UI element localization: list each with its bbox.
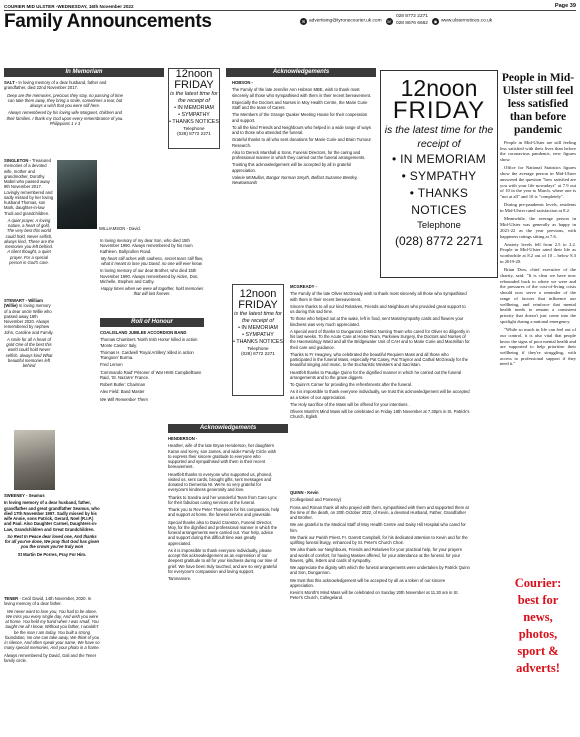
- notice-sweeney: SWEENEY - Seamus In loving memory of a dear husband, father, grandfather and great grandfather Seamus, who died 17th November 1997. Sadly missed by his wife Annie, sons Patrick, Gerard, Noel (R.I.P.) and Paul. Also Daughter Carmel, Daughters-in-Law, Grandchildren and Great Grandchildren. So Rest In Peace dear loved one, And thanks for all you've done, We pray that God has given you the crown you've truly won St Martin De Porres, Pray For Him.: [4, 493, 100, 557]
- notice-stewart: STEWART - William (Willie) In loving memory of a dear uncle Willie who passed away 19th November 2020. Always remembered by nephew John, Caroline and Family. A smile for all A heart of gold One of the best this world could hold Never selfish, always kind What beautiful memories left behind: [4, 298, 54, 368]
- notice-henderson: HENDERSON - Heather, wife of the late Bryan Henderson, her daughters Karan and Kerry, son James, and wider Family Circle wish to express their sincere gratitude to everyone who supported and sympathised with them in their recent bereavement. Heartfelt thanks to everyone who supported us, phoned, visited us, sent cards, brought gifts, sent messages and donated to Dementia NI. We're so very grateful for everyone's kindness generosity and love. Thanks to Sandra and her wonderful Team from Care Lynx for their fabulous caring services at the funeral. Thank you to Rev Peter Thompson for his compassion, help and support at home, the funeral service and graveside. Special thanks also to David Cranston, Funeral Director, Moy, for the dignified and professional manner in which the funeral arrangements were carried out. Your help, advice and support during this difficult time was greatly appreciated. As it is impossible to thank everyone individually, please accept this acknowledgement as an expression of our deepest gratitude to all for your kindness during our time of grief. We have been truly touched, and are so very grateful for everyone's compassion and loving support. Tamnamore.: [168, 436, 280, 581]
- news-story: People in Mid-Ulster still feel less satisfied than before pandemic People in Mid-Ulster are still feeling less satisfied with their lives than before the coronavirus pandemic, new figures show. Office for National Statistics figures show the average person in Mid-Ulster answered the question "how satisfied are you with your life nowadays" at 7.9 out of 10 in the year to March, where one is "not at all" and 10 is "completely". During pre-pandemic levels, residents in Mid-Ulster rated satisfaction at 8.2. Meanwhile, the average person in Mid-Ulster was generally as happy in 2021-22 as the year previous, with happiness ratings sitting at 7.6. Anxiety levels fell from 2.5 to 2.2. People in Mid-Ulster rated their life as worthwhile at 8.2 out of 10 – below 8.3 in 2019-20. Brian Dow, chief executive of the charity, said: "It is clear we have now rebounded back to where we were and the pressures of the cost-of-living crisis should now serve a reminder of the range of factors that influence our wellbeing, and reinforce that mental health needs to remain a consistent priority that doesn't just come into the spotlight during a national emergency. "While so much in life can feel out of our control, it is also vital that people know the signs of poor mental health and are supported to help prioritise their wellbeing if they're struggling, with access to professional support if they need it.": [500, 72, 576, 367]
- phone-primary: 028 8772 2271: [395, 14, 428, 19]
- notice-quinn: QUINN - Kevin (Collegeland and Pomeroy) Fiona and Ronan thank all who prayed with them, sympathised with them and supported them at the time of the death, on 20th October 2022, of Kevin, a devoted Husband, Father, Grandfather and Brother. We are grateful to the Medical Staff of Moy Health Centre and Daisy Hill Hospital who cared for him. We thank our Parish Priest, Fr. Garrett Campbell, for his dedicated attention to Kevin and for the uplifting funeral liturgy, enhanced by St. Peter's Church Choir. We also thank our Neighbours, Friends and Relatives for your practical help, for your prayers and words of comfort, for having Masses offered, for your attendance at the funeral, for your flowers, gifts, letters and cards of sympathy. We appreciate the dignity with which the funeral arrangements were undertaken by Patrick Quinn and Son, Dungannon. We trust that this acknowledgement will be accepted by all as a token of our sincere appreciation. Kevin's Month's Mind Mass will be celebrated on Sunday 20th November at 11.30 am in St. Peter's Church, Collegeland.: [290, 490, 470, 601]
- web-icon: ◉: [433, 18, 438, 24]
- courier-promo: Courier: best for news, photos, sport & adverts!: [514, 576, 562, 675]
- page-number: Page 39: [554, 3, 576, 9]
- photo-david-williamson: [57, 160, 97, 229]
- notice-mcgready: MCGREADY - The Family of the late Oliver McGready wish to thank most sincerely all those who sympathised with them in their recent bereavement. Sincere thanks to all our kind Relatives, Friends and Neighbours who provided great support to us during this sad time. To those who helped out at the wake, left in food, sent Mass/sympathy cards and flowers your kindness was very much appreciated. A special word of thanks to Dungannon District Nursing Team who cared for Oliver so diligently in his last weeks. To the Acute Care at Home Team, Parkview Surgery, the Doctors and Nurses of the Haematology Ward and all the Bridgewater Unit of CAH and to Marie Curie and Macmillan for their care and guidance. Thanks to Fr Heagney, who celebrated the beautiful Requiem Mass and all those who participated in the funeral Mass, especially Pat Casey, Pat Traynor and Cathal McGready for the beautiful singing and music, to the Eucharistic Ministers and Sacristan. Heartfelt thanks to Paudge Quinn for the dignified manner in which he carried out the funeral arrangements and to the grave diggers. To Quinn's Corner for providing the refreshments after the funeral. As it is impossible to thank everyone individually, we trust this acknowledgement will be accepted as a token of our appreciation. The Holy sacrifice of the Mass will be offered for your intentions . Olivers Month's Mind Mass will be celebrated on Friday 18th November at 7.30pm in St. Patrick's Church, Eglish.: [290, 284, 470, 420]
- section-title: Family Announcements: [4, 11, 212, 32]
- masthead-bar: [4, 2, 576, 11]
- notice-salt: SALT - In loving memory of a dear husband, father and grandfather, died 22nd November 2017. Deep are the memories, precious they stay, no passing of time can take them away, they bring a smile, sometimes a tear, but always a wish that you were still here. Always remembered by his loving wife Margaret, children and their families. I thank my God upon every remembrance of you. Philippians 1 v 3: [4, 80, 124, 126]
- in-memoriam-header: In Memoriam: [4, 68, 164, 77]
- notice-williamson: In loving memory of my dear Son, who died 15th November 1990. Always remembered by his mum Kathleen. Ballycullen Road. My heart still aches with sadness, secret tears still flow, what it meant to lose you David, no one will ever know. In loving memory of our dear Brother, who died 15th November 1990. Always remembered by Aiden, Don, Michelle, Stephen and Cathy. Happy times when we were all together, hold memories that will last forever.: [100, 238, 204, 297]
- news-headline: People in Mid-Ulster still feel less satisfied than before pandemic: [501, 72, 575, 136]
- notice-tener: TENER - Cecil David, 14th November, 2020. In loving memory of a dear father. We never want to lose you, You had to be alone, We miss you every single day, And wish you were at home. You held my hand when I was small, You taught me all I know, Without you father, I wouldn't be the man I am today, You built a strong foundation, No one can take away, We think of you in silence, And often speak your name, We have so many special memories, And your photo in a frame. Always remembered by David, Gail and the Tener family circle.: [4, 596, 100, 663]
- email-icon: ✉: [301, 18, 306, 24]
- acknowledgements-header-1: Acknowledgements: [226, 68, 376, 77]
- photo-seamus-sweeney: [14, 430, 55, 490]
- acknowledgements-header-2: Acknowledgements: [168, 424, 288, 433]
- roll-of-honour-header: Roll of Honour: [100, 318, 204, 327]
- email-link[interactable]: advertising@tyronecourier.uk.com: [309, 18, 382, 24]
- contact-bar: [300, 14, 576, 29]
- notice-singleton: SINGLETON - Treasured memories of a devoted wife, mother and grandmother, Dorothy Mabel who passed away 9th November 2017. Lovingly remembered and sadly missed by her loving husband Thomas, son Mark, daughter-in-law Trudi and grandchildren. A quiet prayer, A loving nature, a heart of gold, The very best this world could hold, Never selfish, always kind, These are the memories you left behind. A silent thought, a quiet prayer, For a special person in God's care.: [4, 158, 54, 265]
- phone-icon: ☏: [386, 18, 392, 24]
- masthead: COURIER MID ULSTER -WEDNESDAY, 16th November 2022: [4, 4, 134, 9]
- website-link[interactable]: www.ulsternotices.co.uk: [440, 18, 493, 24]
- roll-of-honour-notice: COALISLAND JUBILEE ACCORDION BAND Thomas Chambers 'North Irish Horse' killed in action 'Monte Casino' Italy. Thomas H. Cardwell 'Royal Artillery' killed in action 'Rangoon' Burma. Fred Lemon 'Commando Raid' Prisoner of War HMS Campbelltown Raid, 'St. Nazarre' France. Robert Butler: Chairman Alex Field: Band Master We Will Remember Them: [100, 330, 202, 402]
- deadline-ad-small-1: 12noon FRIDAY is the latest time for the receipt of • IN MEMORIAM • SYMPATHY • THANKS NOTICES Telephone (028) 8772 2271: [168, 68, 220, 149]
- phone-secondary: 028 8676 6662: [395, 21, 428, 27]
- deadline-ad-large: 12noon FRIDAY is the latest time for the receipt of • IN MEMORIAM • SYMPATHY • THANKS NOTICES Telephone (028) 8772 2271: [380, 70, 498, 278]
- caption-williamson: WILLIAMSON - David.: [99, 226, 141, 231]
- deadline-ad-small-2: 12noon FRIDAY is the latest time for the receipt of • IN MEMORIAM • SYMPATHY • THANKS NOTICES Telephone (028) 8772 2271: [232, 284, 284, 396]
- notice-hobson: HOBSON - The Family of the late Jennifer Ann Hobson MBE, wish to thank most sincerely all those who sympathised with them in their recent bereavement. Especially the Doctors and Nurses in Moy Health Centre, the Marie Curie Staff and the team of Carers. The Members of the Grange Quaker Meeting House for their cooperation and support. To all the kind Friends and Neighbours who helped in a wide range of ways and to those who attended the funeral. Grateful thanks to all who sent donations for Marie Curie and Brain Tumour Research. Also to Dereck Marshall & Sons, Funeral Directors, for the caring and professional manner in which they carried out the funeral arrangements. Trusting this acknowledgement will be accepted by all in grateful appreciation. Valerie McMullan, Bangor Norman Smyth, Belfast Suzanne Bentley, Newtownards: [232, 80, 372, 185]
